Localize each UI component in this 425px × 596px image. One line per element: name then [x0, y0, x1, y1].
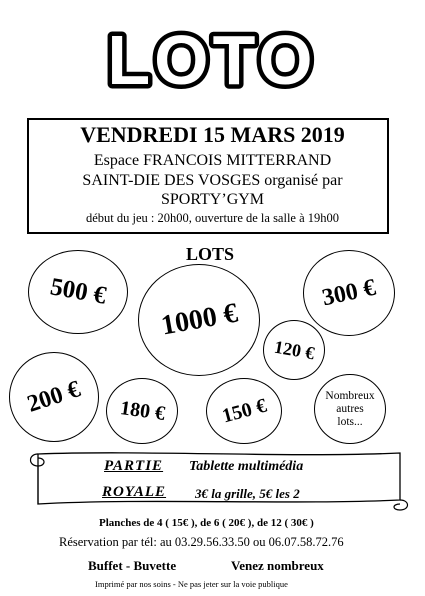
prize-circle-150 [206, 378, 282, 444]
prize-circle-others [314, 374, 386, 444]
planches-line: Planches de 4 ( 15€ ), de 6 ( 20€ ), de 12 ( 30€ ) [99, 517, 314, 529]
event-date: VENDREDI 15 MARS 2019 [80, 122, 345, 147]
prize-circle-300 [303, 250, 395, 336]
event-times: début du jeu : 20h00, ouverture de la salle à 19h00 [85, 211, 340, 225]
loto-title-text: LOTO [107, 22, 317, 96]
partie-label: PARTIE [104, 458, 164, 474]
buffet-label: Buffet - Buvette [88, 558, 177, 573]
others-line-1: Nombreux [325, 389, 375, 402]
prize-200: 200 € [24, 375, 84, 418]
prize-300: 300 € [319, 274, 379, 311]
prize-120: 120 € [272, 336, 316, 363]
partie-price: 3€ la grille, 5€ les 2 [195, 486, 300, 501]
prize-circle-180 [106, 378, 178, 444]
lots-heading: LOTS [186, 244, 235, 264]
event-organizer: SPORTY’GYM [160, 191, 265, 208]
prize-circle-120 [263, 320, 325, 380]
prize-1000: 1000 € [158, 297, 240, 342]
prize-150: 150 € [219, 394, 269, 427]
prize-circle-1000 [138, 264, 260, 376]
partie-royale-scroll [24, 448, 412, 512]
loto-title [0, 22, 425, 96]
reservation-line: Réservation par tél: au 03.29.56.33.50 ou 06.07.58.72.76 [59, 535, 344, 549]
event-city: SAINT-DIE DES VOSGES organisé par [82, 172, 343, 189]
prize-circle-500 [28, 250, 128, 334]
others-line-3: lots... [337, 415, 363, 428]
partie-prize: Tablette multimédia [189, 459, 304, 474]
prize-180: 180 € [118, 396, 166, 425]
imprime-note: Imprimé par nos soins - Ne pas jeter sur la voie publique [95, 579, 288, 589]
royale-label: ROYALE [102, 484, 167, 500]
prize-circle-200 [9, 352, 99, 442]
others-line-2: autres [336, 402, 364, 415]
event-venue: Espace FRANCOIS MITTERRAND [93, 152, 332, 169]
venez-label: Venez nombreux [231, 558, 324, 573]
prize-500: 500 € [48, 273, 109, 310]
